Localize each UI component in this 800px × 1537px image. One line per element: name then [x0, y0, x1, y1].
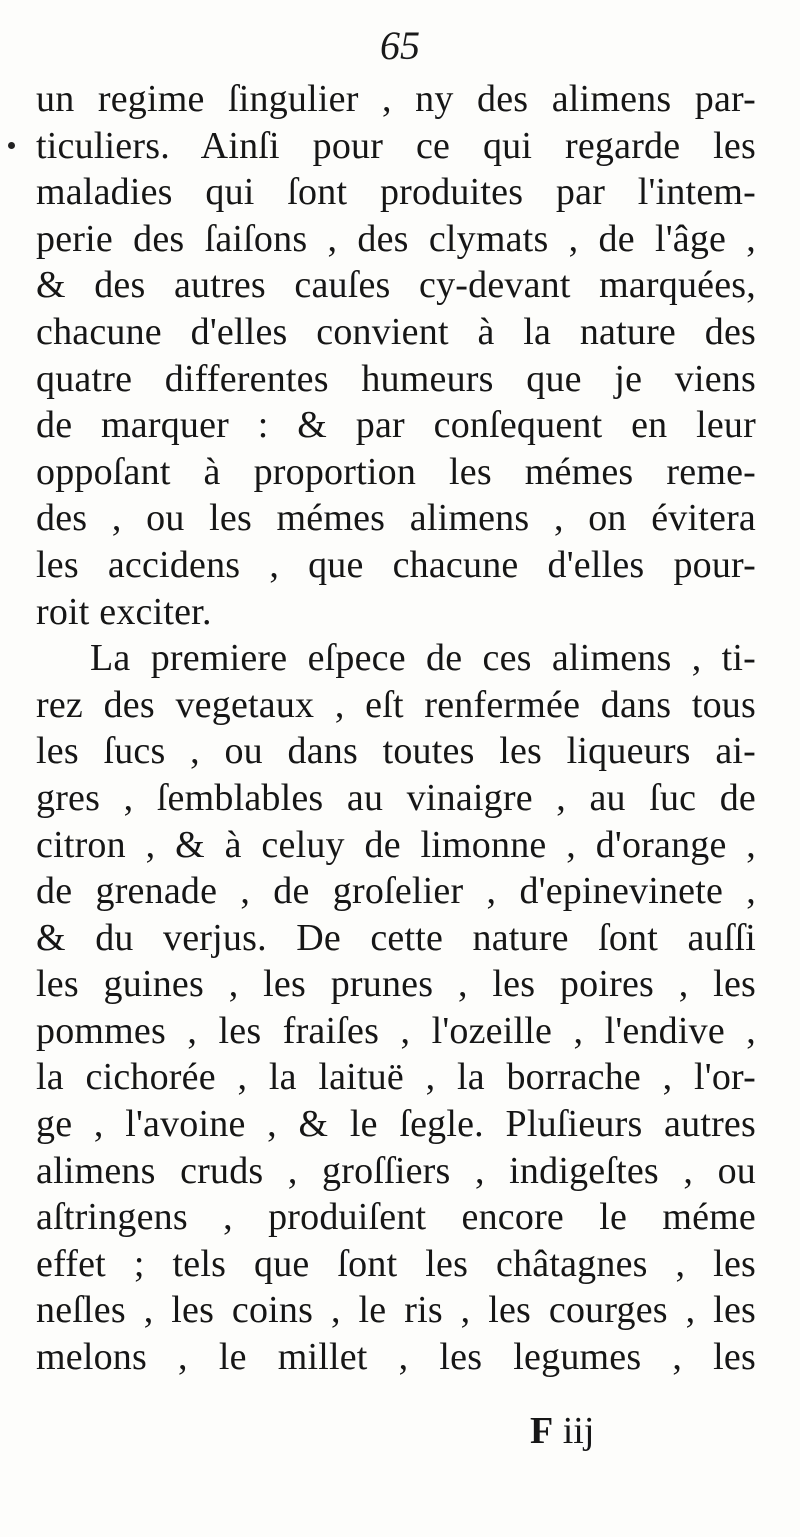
- text-line: La premiere eſpece de ces alimens , ti-: [90, 637, 756, 680]
- text-line: les guines , les prunes , les poires , les: [36, 963, 756, 1006]
- text-line: de grenade , de groſelier , d'epinevinete ,: [36, 870, 756, 913]
- text-line: roit exciter.: [36, 590, 212, 633]
- signature-numeral: iij: [562, 1410, 595, 1452]
- text-line: & du verjus. De cette nature ſont auſſi: [36, 916, 756, 959]
- text-line: des , ou les mémes alimens , on évitera: [36, 497, 756, 540]
- text-line: un regime ſingulier , ny des alimens par-: [36, 78, 756, 120]
- text-line: alimens cruds , groſſiers , indigeſtes , ou: [36, 1149, 756, 1192]
- text-line: rez des vegetaux , eſt renfermée dans tous: [36, 683, 756, 726]
- text-line: aſtringens , produiſent encore le méme: [36, 1196, 756, 1239]
- signature-letter: F: [530, 1410, 554, 1452]
- text-line: ge , l'avoine , & le ſegle. Pluſieurs autres: [36, 1103, 756, 1146]
- text-line: maladies qui ſont produites par l'intem-: [36, 171, 756, 214]
- text-line: neſles , les coins , le ris , les courges , les: [36, 1289, 756, 1332]
- paragraph-2: [36, 635, 756, 1381]
- text-line: perie des ſaiſons , des clymats , de l'âge ,: [36, 217, 756, 260]
- text-line: oppoſant à proportion les mémes reme-: [36, 450, 756, 493]
- text-line: citron , & à celuy de limonne , d'orange ,: [36, 823, 756, 866]
- text-line: melons , le millet , les legumes , les: [36, 1336, 756, 1379]
- text-line: la cichorée , la laituë , la borrache , l'or-: [36, 1056, 756, 1099]
- ink-speck: [8, 142, 15, 149]
- text-line: effet ; tels que ſont les châtagnes , les: [36, 1242, 756, 1285]
- text-line: les ſucs , ou dans toutes les liqueurs ai-: [36, 730, 756, 773]
- text-line: les accidens , que chacune d'elles pour-: [36, 543, 756, 586]
- paragraph-1: [36, 76, 756, 635]
- page-number: 65: [380, 23, 420, 68]
- text-line: & des autres cauſes cy-devant marquées,: [36, 264, 756, 307]
- text-line: ticuliers. Ainſi pour ce qui regarde les: [36, 124, 756, 167]
- text-line: quatre differentes humeurs que je viens: [36, 357, 756, 400]
- text-line: chacune d'elles convient à la nature des: [36, 310, 756, 353]
- signature-mark: [530, 1408, 594, 1454]
- text-line: pommes , les fraiſes , l'ozeille , l'endive ,: [36, 1009, 756, 1052]
- body-text: [36, 76, 756, 1381]
- text-line: gres , ſemblables au vinaigre , au ſuc de: [36, 776, 756, 819]
- text-line: de marquer : & par conſequent en leur: [36, 404, 756, 447]
